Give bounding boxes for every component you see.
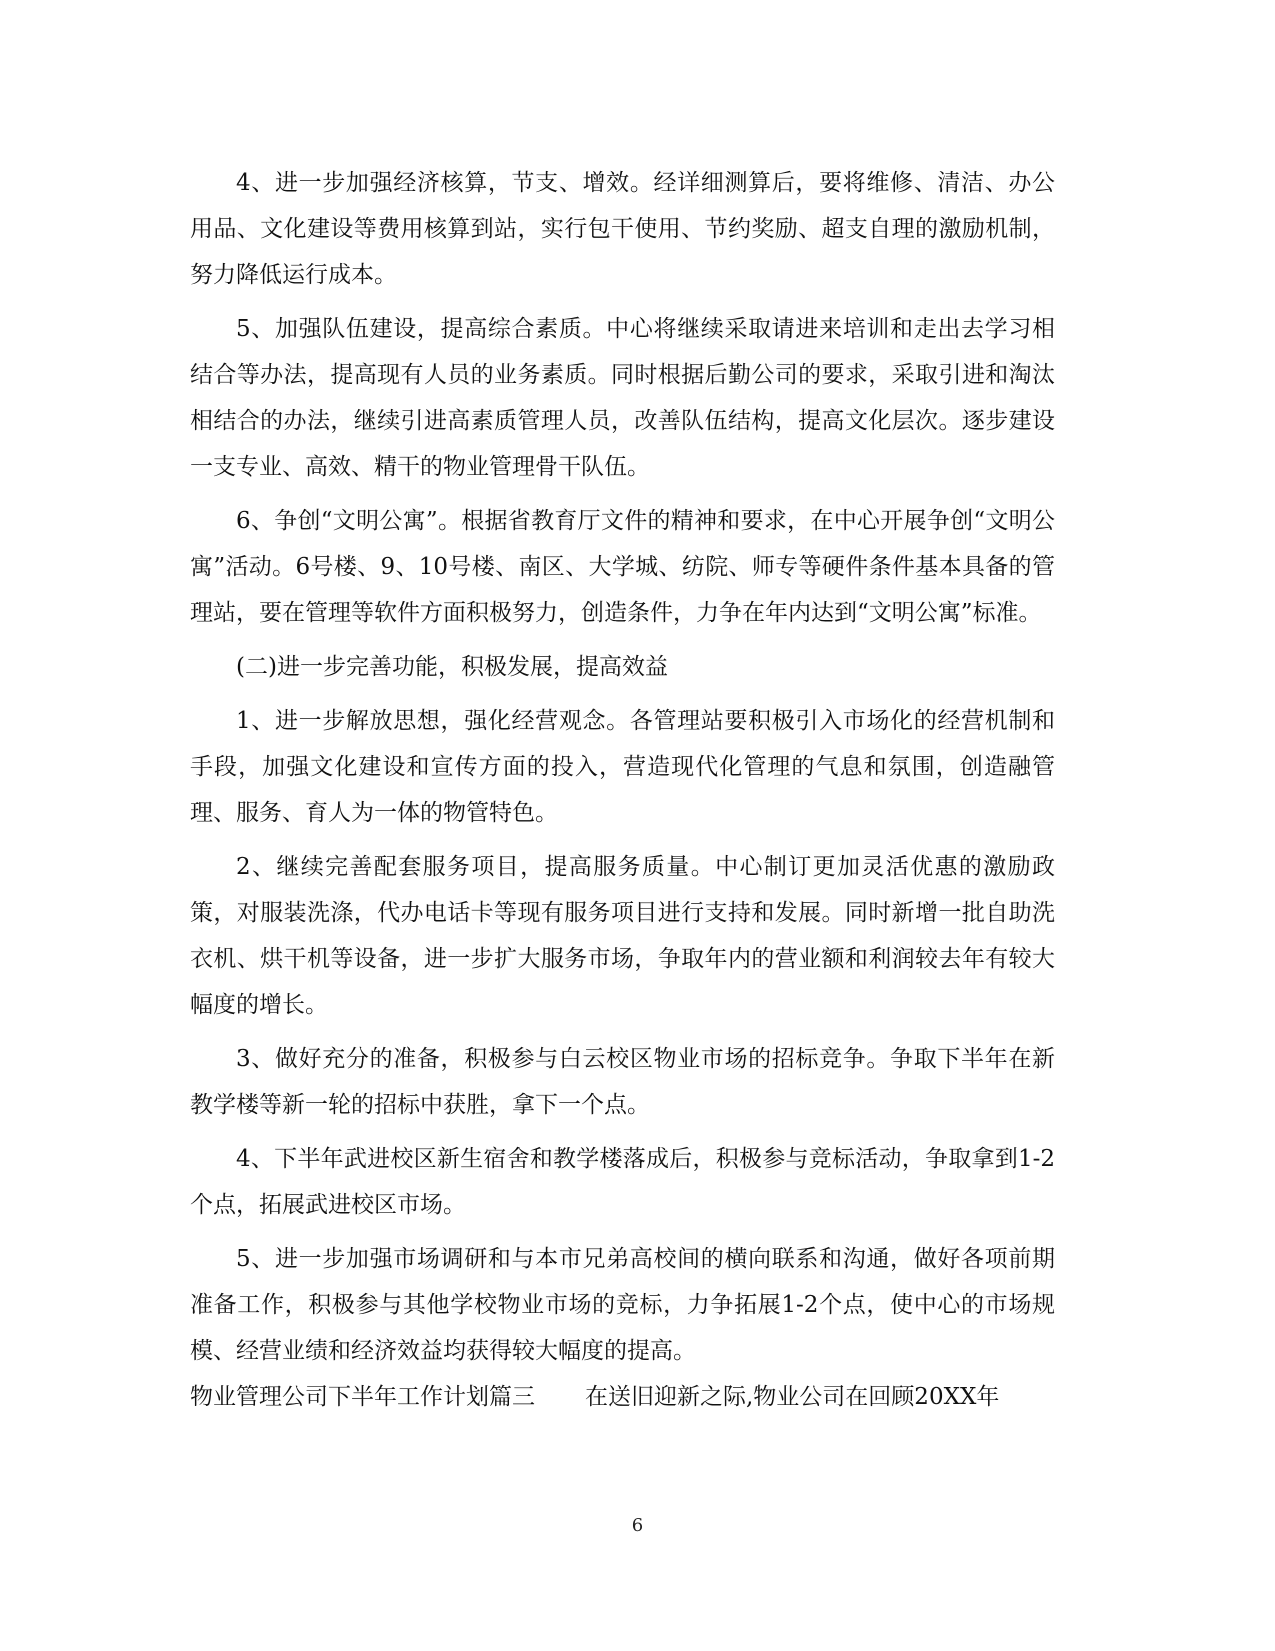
paragraph-civilized-apartment: 6、争创“文明公寓”。根据省教育厅文件的精神和要求，在中心开展争创“文明公寓”活动。6号楼、9、10号楼、南区、大学城、纺院、师专等硬件条件基本具备的管理站，要在管理等软件方面积极努力，创造条件，力争在年内达到“文明公寓”标准。 xyxy=(190,508,1055,626)
paragraph-service-items: 2、继续完善配套服务项目，提高服务质量。中心制订更加灵活优惠的激励政策，对服装洗涤，代办电话卡等现有服务项目进行支持和发展。同时新增一批自助洗衣机、烘干机等设备，进一步扩大服务市场，争取年内的营业额和利润较去年有较大幅度的增长。 xyxy=(190,854,1055,1018)
document-body xyxy=(190,160,1055,1420)
paragraph-market-research: 5、进一步加强市场调研和与本市兄弟高校间的横向联系和沟通，做好各项前期准备工作，积极参与其他学校物业市场的竞标，力争拓展1-2个点，使中心的市场规模、经营业绩和经济效益均获得较大幅度的提高。 xyxy=(190,1246,1055,1364)
chapter-title: 物业管理公司下半年工作计划篇三 xyxy=(190,1384,535,1410)
paragraph-bidding-baiyun: 3、做好充分的准备，积极参与白云校区物业市场的招标竞争。争取下半年在新教学楼等新一轮的招标中获胜，拿下一个点。 xyxy=(190,1046,1055,1118)
paragraph-wujin-campus: 4、下半年武进校区新生宿舍和教学楼落成后，积极参与竞标活动，争取拿到1-2个点，拓展武进校区市场。 xyxy=(190,1146,1055,1218)
paragraph-business-concept: 1、进一步解放思想，强化经营观念。各管理站要积极引入市场化的经营机制和手段，加强文化建设和宣传方面的投入，营造现代化管理的气息和氛围，创造融管理、服务、育人为一体的物管特色。 xyxy=(190,708,1055,826)
paragraph-economic-accounting: 4、进一步加强经济核算，节支、增效。经详细测算后，要将维修、清洁、办公用品、文化建设等费用核算到站，实行包干使用、节约奖励、超支自理的激励机制，努力降低运行成本。 xyxy=(190,170,1055,288)
section-heading-two: (二)进一步完善功能，积极发展，提高效益 xyxy=(236,654,668,680)
page-number: 6 xyxy=(631,1515,644,1536)
chapter-title-line xyxy=(190,1374,1055,1420)
chapter-intro-text: 在送旧迎新之际,物业公司在回顾20XX年 xyxy=(585,1384,1000,1410)
paragraph-team-building: 5、加强队伍建设，提高综合素质。中心将继续采取请进来培训和走出去学习相结合等办法，提高现有人员的业务素质。同时根据后勤公司的要求，采取引进和淘汰 相结合的办法，继续引进高素质管理人员，改善队伍结构，提高文化层次。逐步建设一支专业、高效、精干的物业管理骨干队伍。 xyxy=(190,316,1055,480)
